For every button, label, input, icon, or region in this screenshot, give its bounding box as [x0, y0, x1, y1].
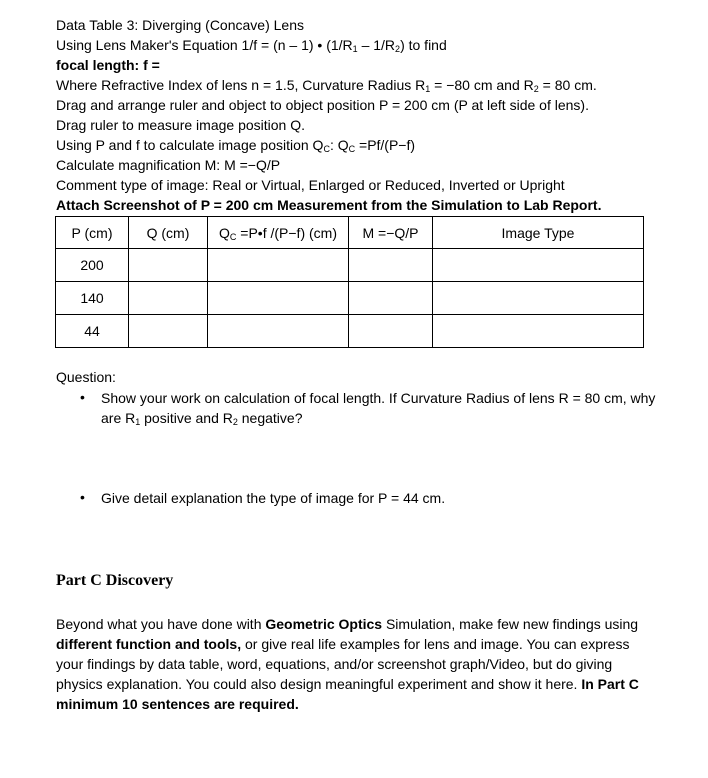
- header-image-type: Image Type: [433, 217, 644, 249]
- focal-length-label: focal length: f =: [56, 57, 160, 73]
- header-qc-sub: C: [229, 231, 237, 242]
- calc-sub2: C: [348, 144, 356, 154]
- header-q: Q (cm): [129, 217, 208, 249]
- question-2: Give detail explanation the type of image for P = 44 cm.: [101, 490, 446, 506]
- cell-m[interactable]: [349, 249, 433, 282]
- header-qc: [208, 217, 349, 249]
- part-c-text-1: Beyond what you have done with: [56, 616, 266, 632]
- refractive-part2: = −80 cm and R: [430, 77, 534, 93]
- table-row: [56, 315, 644, 348]
- cell-qc[interactable]: [208, 282, 349, 315]
- table-header-row: [56, 217, 644, 249]
- calc-part2: : Q: [329, 137, 349, 153]
- equation-sub2: 2: [395, 44, 401, 54]
- q1-part1: Show your work on calculation of focal length. If Curvature Radius of lens R = 80 cm, why are R: [101, 390, 656, 426]
- part-c-bold-2: different function and tools,: [56, 636, 242, 652]
- data-table: [55, 216, 644, 348]
- bullet-icon: •: [80, 389, 85, 405]
- refractive-index-line: [56, 76, 597, 95]
- part-c-text-3: or give real life examples for lens and image. You can express your findings by data table, word, equations, and/or screenshot graph/Video, but do giving physics explanation. You could also design meaningful experiment and show it here.: [56, 636, 630, 692]
- table-title: Data Table 3: Diverging (Concave) Lens: [56, 17, 304, 33]
- comment-instruction: Comment type of image: Real or Virtual, Enlarged or Reduced, Inverted or Upright: [56, 177, 565, 193]
- calc-sub1: C: [323, 144, 330, 154]
- q1-sub1: 1: [135, 417, 141, 427]
- cell-image-type[interactable]: [433, 249, 644, 282]
- cell-p[interactable]: 44: [56, 315, 129, 348]
- magnification-instruction: Calculate magnification M: M =−Q/P: [56, 157, 281, 173]
- q1-sub2: 2: [232, 417, 238, 427]
- cell-q[interactable]: [129, 249, 208, 282]
- cell-qc[interactable]: [208, 315, 349, 348]
- refractive-sub1: 1: [425, 84, 431, 94]
- calc-image-instruction: [56, 136, 415, 155]
- cell-p[interactable]: 140: [56, 282, 129, 315]
- calc-part3: =Pf/(P−f): [355, 137, 416, 153]
- cell-m[interactable]: [349, 315, 433, 348]
- cell-image-type[interactable]: [433, 282, 644, 315]
- header-qc-part1: Q: [219, 224, 230, 241]
- part-c-heading: Part C Discovery: [56, 572, 174, 589]
- drag-ruler-instruction: Drag ruler to measure image position Q.: [56, 117, 305, 133]
- bullet-icon: •: [80, 489, 85, 505]
- lens-maker-equation: [56, 36, 447, 55]
- calc-part1: Using P and f to calculate image position Q: [56, 137, 324, 153]
- cell-m[interactable]: [349, 282, 433, 315]
- table-row: [56, 282, 644, 315]
- header-qc-part2: =P•f /(P−f) (cm): [236, 224, 337, 241]
- equation-sub1: 1: [352, 44, 358, 54]
- part-c-text-2: Simulation, make few new findings using: [382, 616, 639, 632]
- refractive-sub2: 2: [533, 84, 539, 94]
- question-1: [101, 388, 661, 428]
- attach-instruction: Attach Screenshot of P = 200 cm Measurement from the Simulation to Lab Report.: [56, 197, 602, 213]
- header-m: M =−Q/P: [349, 217, 433, 249]
- question-label: Question:: [56, 369, 116, 385]
- part-c-bold-1: Geometric Optics: [265, 616, 383, 632]
- q1-part2: positive and R: [140, 410, 233, 426]
- cell-image-type[interactable]: [433, 315, 644, 348]
- q1-part3: negative?: [237, 410, 303, 426]
- cell-p[interactable]: 200: [56, 249, 129, 282]
- refractive-part3: = 80 cm.: [538, 77, 597, 93]
- part-c-paragraph: [56, 614, 656, 714]
- drag-object-instruction: Drag and arrange ruler and object to object position P = 200 cm (P at left side of lens).: [56, 97, 589, 113]
- cell-q[interactable]: [129, 282, 208, 315]
- cell-q[interactable]: [129, 315, 208, 348]
- cell-qc[interactable]: [208, 249, 349, 282]
- header-p: P (cm): [56, 217, 129, 249]
- equation-prefix: Using Lens Maker's Equation 1/f = (n – 1) • (1/R: [56, 37, 353, 53]
- refractive-part1: Where Refractive Index of lens n = 1.5, Curvature Radius R: [56, 77, 426, 93]
- part-c-bold-3: In Part C minimum 10 sentences are required.: [56, 676, 639, 712]
- equation-suffix: ) to find: [400, 37, 447, 53]
- table-row: [56, 249, 644, 282]
- equation-mid: – 1/R: [357, 37, 396, 53]
